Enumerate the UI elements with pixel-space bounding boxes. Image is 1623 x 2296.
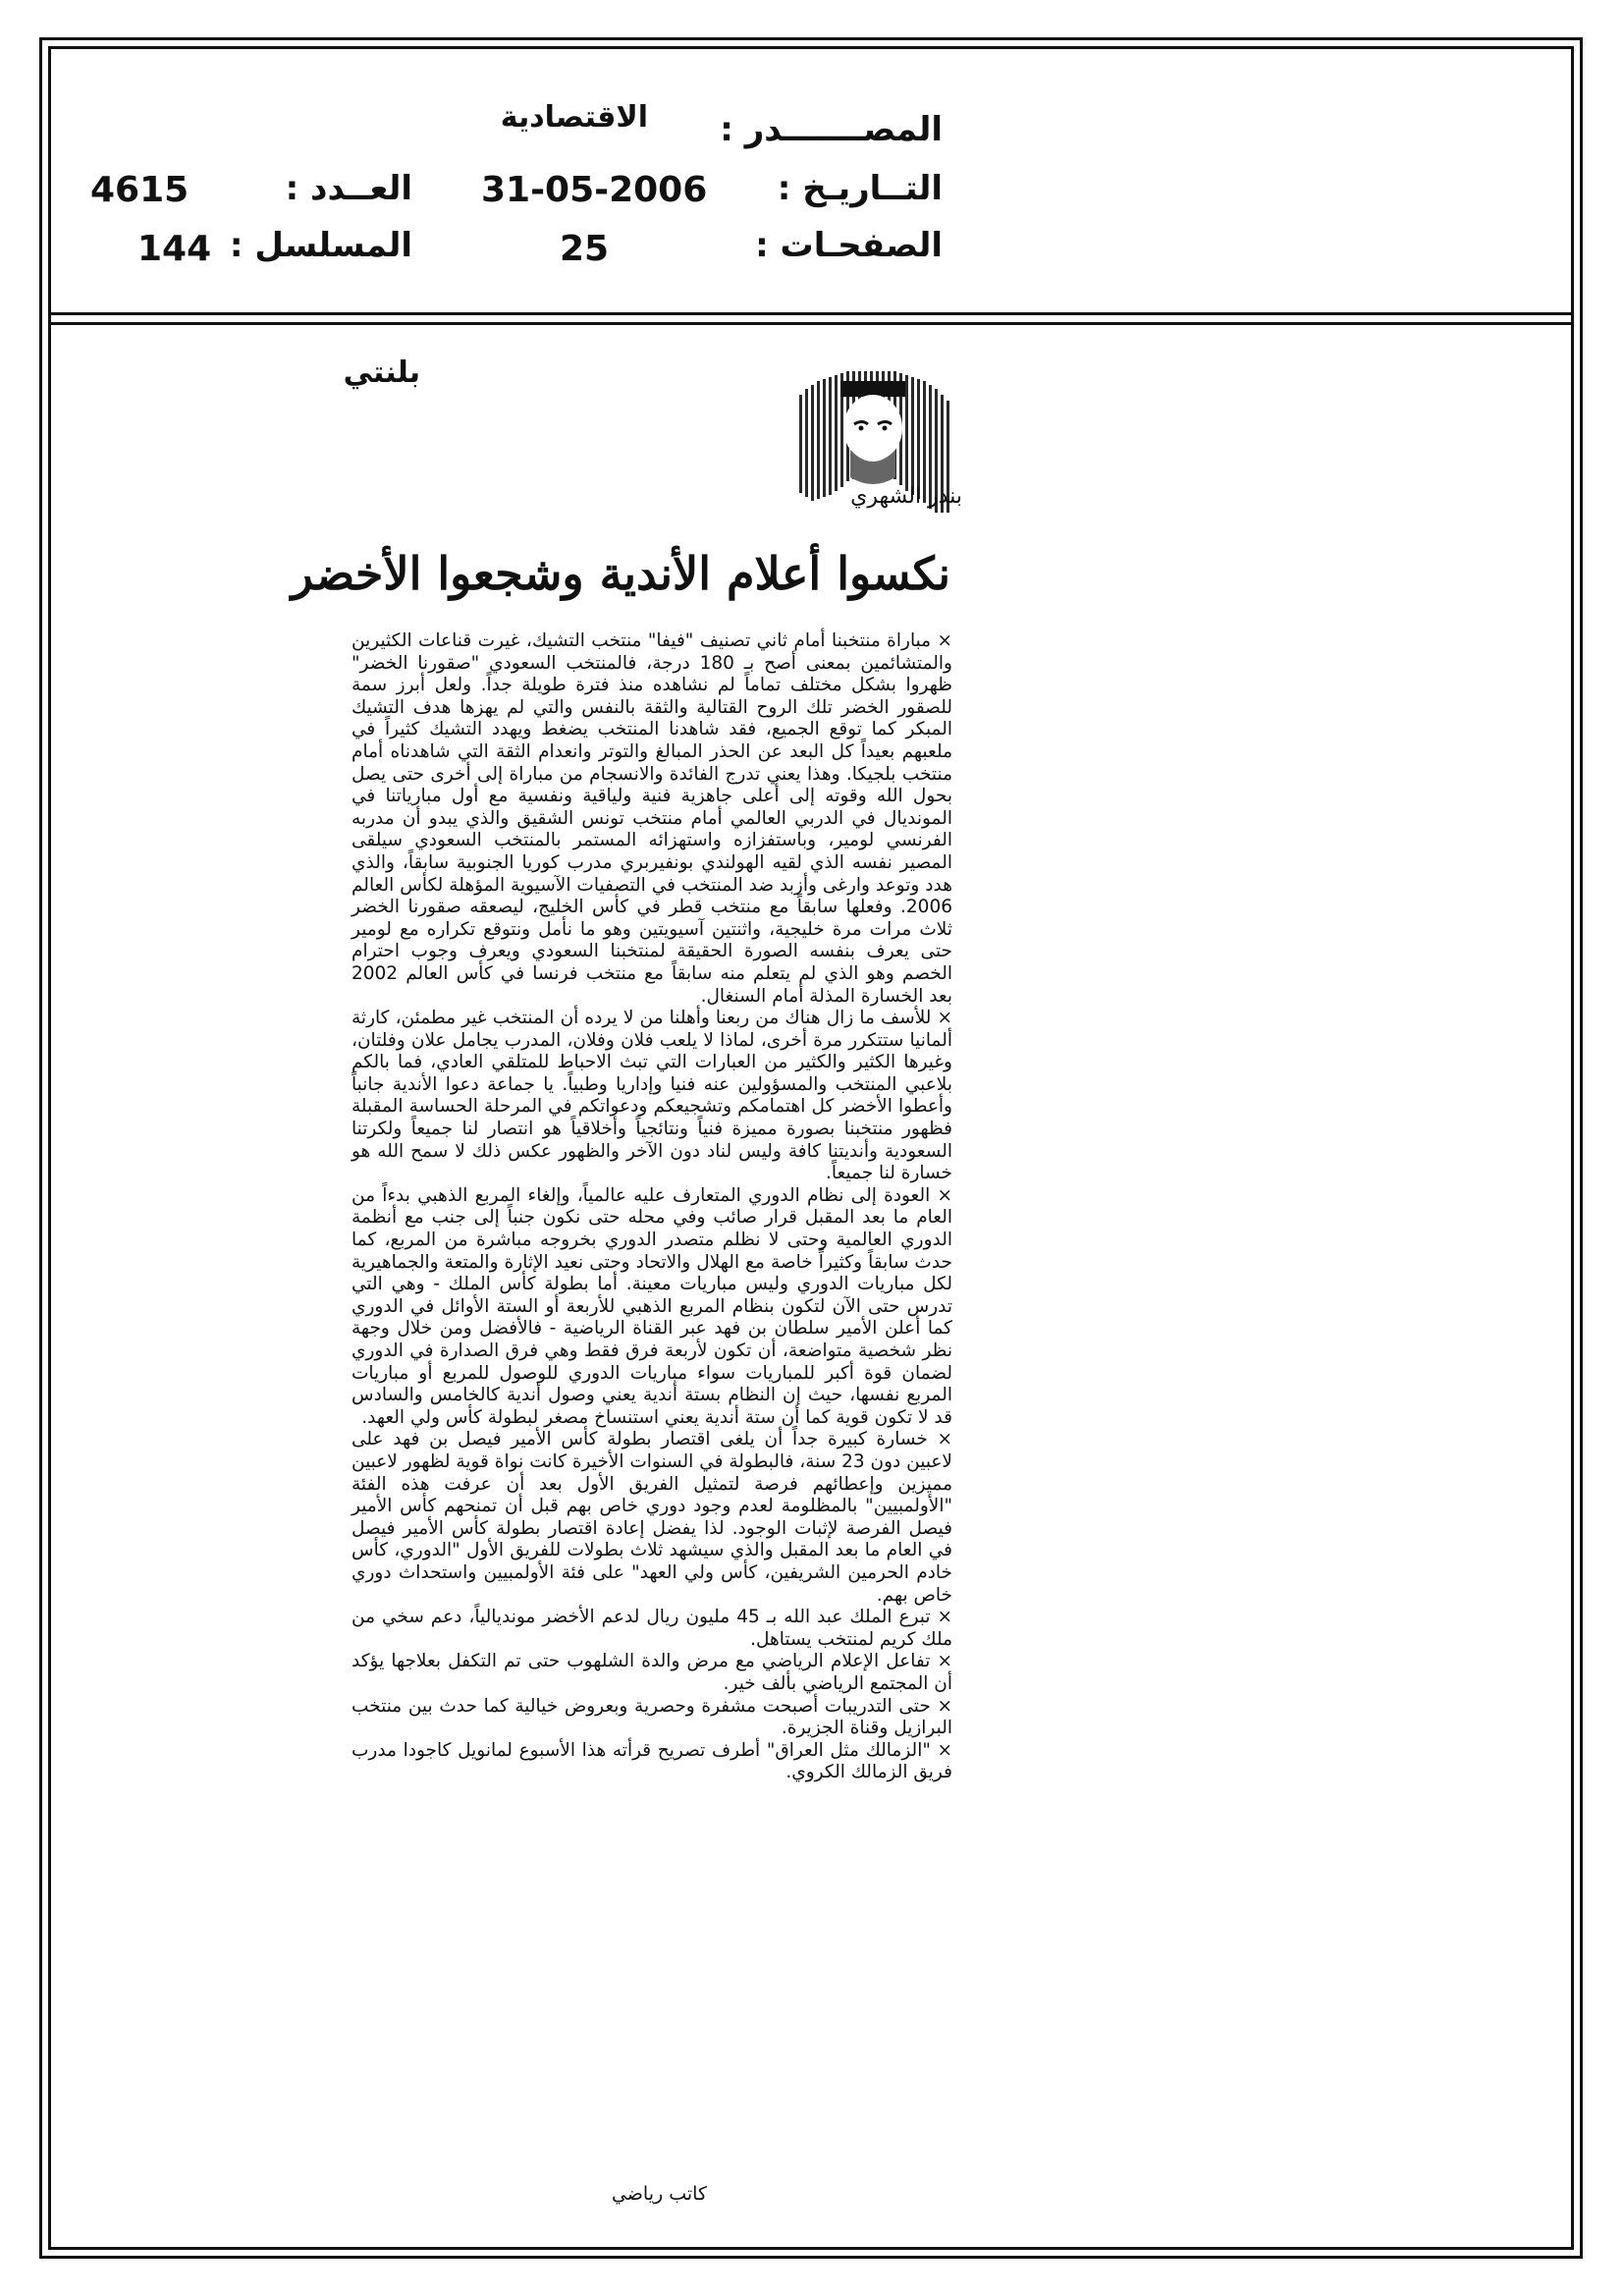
source-value: الاقتصادية [500,100,648,135]
header-divider [48,312,1574,315]
article-paragraph: × تبرع الملك عبد الله بـ 45 مليون ريال لدعم الأخضر مونديالياً، دعم سخي من ملك كريم لمنتخب يستاهل. [352,1607,952,1650]
article-paragraph: × "الزمالك مثل العراق" أطرف تصريح قرأته هذا الأسبوع لمانويل كاجودا مدرب فريق الزمالك الكروي. [352,1739,952,1783]
pages-label: الصفحـات : [755,226,943,265]
issue-label: العــدد : [285,169,412,208]
header-divider-double [48,322,1574,325]
article-paragraph: × مباراة منتخبنا أمام ثاني تصنيف "فيفا" منتخب التشيك، غيرت قناعات الكثيرين والمتشائمين بمعنى أصح بـ 180 درجة، فالمنتخب السعودي "صقورنا الخضر" ظهروا بشكل مختلف تماماً لم نشاهده منذ فترة طويلة جداً. ولعل أبرز سمة للصقور الخضر تلك الروح القتالية والثقة بالنفس والتي لم يهزها هدف التشيك المبكر كما توقع الجميع، فقد شاهدنا المنتخب يضغط ويهدد التشيك كثيراً في ملعبهم بعيداً كل البعد عن الحذر المبالغ والتوتر وانعدام الثقة التي شاهدناه أمام منتخب بلجيكا. وهذا يعني تدرج الفائدة والانسجام من مباراة إلى أخرى حتى يصل بحول الله وقوته إلى أعلى جاهزية فنية ولياقية ونفسية مع أول مبارياتنا في المونديال في الدربي العالمي أمام منتخب تونس الشقيق والذي يبدو أن مدربه الفرنسي لومير، وباستفزازه واستهزائه المستمر بالمنتخب السعودي سيلقى المصير نفسه الذي لقيه الهولندي بونفيربري مدرب كوريا الجنوبية سابقاً، والذي هدد وتوعد وارغى وأزبد ضد المنتخب في التصفيات الآسيوية المؤهلة لكأس العالم 2006. وفعلها سابقاً مع منتخب قطر في كأس الخليج، ليصعقه صقورنا الخضر ثلاث مرات مرة خليجية، واثنتين آسيويتين وهو ما نأمل ونتوقع تكراره مع لومير حتى يعرف بنفسه الصورة الحقيقة لمنتخبنا السعودي ويعرف وجوب احترام الخصم وهو الذي لم يتعلم منه سابقاً مع منتخب فرنسا في كأس العالم 2002 بعد الخسارة المذلة أمام السنغال. [352,630,952,1007]
date-value: 31-05-2006 [481,170,708,210]
serial-label: المسلسل : [229,226,412,265]
article-headline: نكسوا أعلام الأندية وشجعوا الأخضر [291,547,950,600]
article-paragraph: × تفاعل الإعلام الرياضي مع مرض والدة الشلهوب حتى تم التكفل بعلاجها يؤكد أن المجتمع الرياضي بألف خير. [352,1651,952,1694]
article-paragraph: × العودة إلى نظام الدوري المتعارف عليه عالمياً، وإلغاء المربع الذهبي بدءاً من العام ما بعد المقبل قرار صائب وفي محله حتى نكون جنباً إلى جنب مع أنظمة الدوري العالمية وحتى لا نظلم متصدر الدوري بخروجه مباشرة من المربع، كما حدث سابقاً وكثيراً خاصة مع الهلال والاتحاد وحتى نعيد الإثارة والمتعة والجماهيرية لكل مباريات الدوري وليس مباريات معينة. أما بطولة كأس الملك - وهي التي تدرس حتى الآن لتكون بنظام المربع الذهبي للأربعة أو الستة الأوائل في الدوري كما أعلن الأمير سلطان بن فهد عبر القناة الرياضية - فالأفضل ومن خلال وجهة نظر شخصية متواضعة، أن تكون لأربعة فرق فقط وهي فرق الصدارة في الدوري لضمان قوة أكبر للمباريات سواء مباريات الدوري للوصول للمربع أو مباريات المربع نفسها، حيث إن النظام بستة أندية يعني وصول أندية كالخامس والسادس قد لا تكون قوية كما أن ستة أندية يعني استنساخ مصغر لبطولة كأس ولي العهد. [352,1184,952,1428]
author-name: بندر الشهري [850,484,962,509]
pages-value: 25 [560,229,610,269]
article-paragraph: × حتى التدريبات أصبحت مشفرة وحصرية وبعروض خيالية كما حدث بين منتخب البرازيل وقناة الجزيرة. [352,1695,952,1739]
article-paragraph: × خسارة كبيرة جداً أن يلغى اقتصار بطولة كأس الأمير فيصل بن فهد على لاعبين دون 23 سنة، فالبطولة في السنوات الأخيرة كانت نواة قوية لظهور لاعبين مميزين وإعطائهم فرصة لتمثيل الفريق الأول بعد أن عرفت هذه الفئة "الأولمبيين" بالمظلومة لعدم وجود دوري خاص بهم قبل أن تمنحهم كأس الأمير فيصل الفرصة لإثبات الوجود. لذا يفضل إعادة اقتصار بطولة كأس الأمير فيصل في العام ما بعد المقبل والذي سيشهد ثلاث بطولات للفريق الأول "الدوري، كأس خادم الحرمين الشريفين، كأس ولي العهد" على فئة الأولمبيين واستحداث دوري خاص بهم. [352,1429,952,1606]
author-byline-footer: كاتب رياضي [611,2183,707,2205]
serial-value: 144 [137,229,212,269]
date-label: التــاريـخ : [777,169,943,208]
column-name: بلنتي [343,355,420,390]
source-label: المصـــــــدر : [720,110,943,149]
issue-value: 4615 [90,170,189,210]
article-paragraph: × للأسف ما زال هناك من ربعنا وأهلنا من لا يرده أن المنتخب غير مطمئن، كارثة ألمانيا ستتكرر مرة أخرى، لماذا لا يلعب فلان وفلان، المدرب يجامل علان وفلتان، وغيرها الكثير والكثير من العبارات التي تبث الاحباط للمتلقي العادي، فما بالكم بلاعبي المنتخب والمسؤولين عنه فنيا وإداريا وطبياً. يا جماعة دعوا الأندية جانباً وأعطوا الأخضر كل اهتمامكم وتشجيعكم ودعواتكم في المرحلة الحساسة المقبلة فظهور منتخبنا بصورة مميزة فنياً ونتائجياً وأخلاقياً هو انتصار لنا جميعاً ولكرتنا السعودية وأنديتنا كافة وليس لناد دون الآخر والظهور عكس ذلك لا سمح الله هو خسارة لنا جميعاً. [352,1008,952,1184]
article-body [352,630,952,1784]
